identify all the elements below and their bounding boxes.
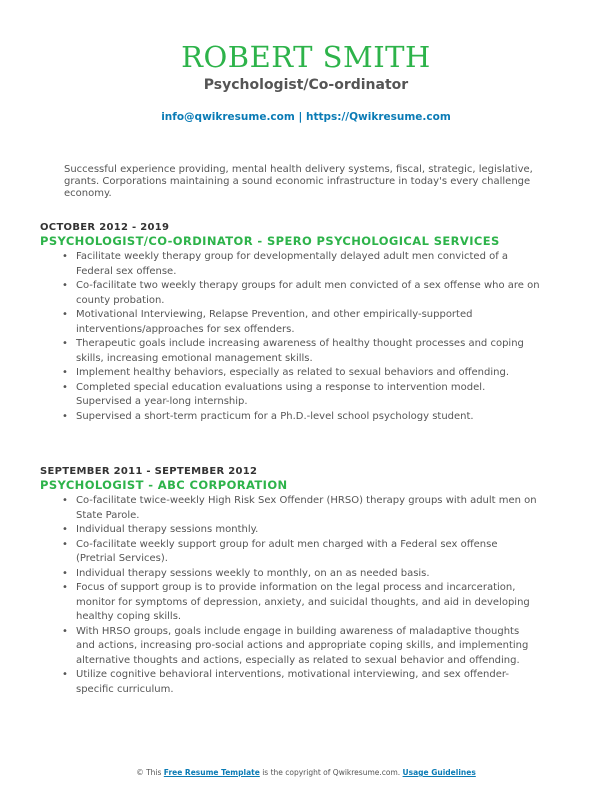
job-entry-2 bbox=[40, 466, 540, 697]
list-item: • Completed special education evaluations using a response to intervention model. Supervised a year-long internship. bbox=[76, 381, 540, 410]
list-item: • Co-facilitate weekly support group for adult men charged with a Federal sex offense (Pretrial Services). bbox=[76, 538, 540, 567]
job-dates: SEPTEMBER 2011 - SEPTEMBER 2012 bbox=[40, 466, 258, 477]
list-item: • Facilitate weekly therapy group for developmentally delayed adult men convicted of a Federal sex offense. bbox=[76, 250, 540, 279]
list-item: • Focus of support group is to provide information on the legal process and incarceration, monitor for symptoms of depression, anxiety, and suicidal thoughts, and aid in developing healthy coping skills. bbox=[76, 581, 540, 625]
free-resume-template-link[interactable]: Free Resume Template bbox=[163, 768, 260, 777]
job-title: PSYCHOLOGIST/CO-ORDINATOR - SPERO PSYCHOLOGICAL SERVICES bbox=[40, 234, 500, 248]
footer-copyright: is the copyright of Qwikresume.com. bbox=[262, 768, 401, 777]
summary-text: Successful experience providing, mental health delivery systems, fiscal, strategic, legislative, grants. Corporations maintaining a sound economic infrastructure in today's every challenge economy. bbox=[64, 164, 533, 199]
job-dates: OCTOBER 2012 - 2019 bbox=[40, 222, 170, 233]
list-item: • Individual therapy sessions monthly. bbox=[76, 523, 540, 538]
usage-guidelines-link[interactable]: Usage Guidelines bbox=[402, 768, 476, 777]
list-item: • Co-facilitate two weekly therapy groups for adult men convicted of a sex offense who are on county probation. bbox=[76, 279, 540, 308]
job-title: PSYCHOLOGIST - ABC CORPORATION bbox=[40, 478, 288, 492]
list-item: • Co-facilitate twice-weekly High Risk Sex Offender (HRSO) therapy groups with adult men on State Parole. bbox=[76, 494, 540, 523]
list-item: • Supervised a short-term practicum for a Ph.D.-level school psychology student. bbox=[76, 410, 540, 425]
list-item: • Utilize cognitive behavioral interventions, motivational interviewing, and sex offender-specific curriculum. bbox=[76, 668, 540, 697]
contact-line bbox=[0, 110, 612, 124]
footer bbox=[0, 768, 612, 778]
job-bullets bbox=[40, 494, 540, 697]
contact-separator: | bbox=[298, 111, 303, 123]
candidate-name: ROBERT SMITH bbox=[181, 40, 431, 74]
email-link[interactable]: info@qwikresume.com bbox=[161, 111, 295, 123]
list-item: • Individual therapy sessions weekly to monthly, on an as needed basis. bbox=[76, 567, 540, 582]
job-entry-1 bbox=[40, 222, 540, 424]
list-item: • Therapeutic goals include increasing awareness of healthy thought processes and coping skills, increasing emotional management skills. bbox=[76, 337, 540, 366]
list-item: • Motivational Interviewing, Relapse Prevention, and other empirically-supported interventions/approaches for sex offenders. bbox=[76, 308, 540, 337]
list-item: • With HRSO groups, goals include engage in building awareness of maladaptive thoughts and actions, increasing pro-social actions and appropriate coping skills, and implementing alternative thoughts and actions, especially as related to sexual behavior and offending. bbox=[76, 625, 540, 669]
list-item: • Implement healthy behaviors, especially as related to sexual behaviors and offending. bbox=[76, 366, 540, 381]
footer-prefix: © This bbox=[136, 768, 162, 777]
job-bullets bbox=[40, 250, 540, 424]
job-title-heading: Psychologist/Co-ordinator bbox=[203, 77, 409, 93]
website-link[interactable]: https://Qwikresume.com bbox=[305, 111, 451, 123]
